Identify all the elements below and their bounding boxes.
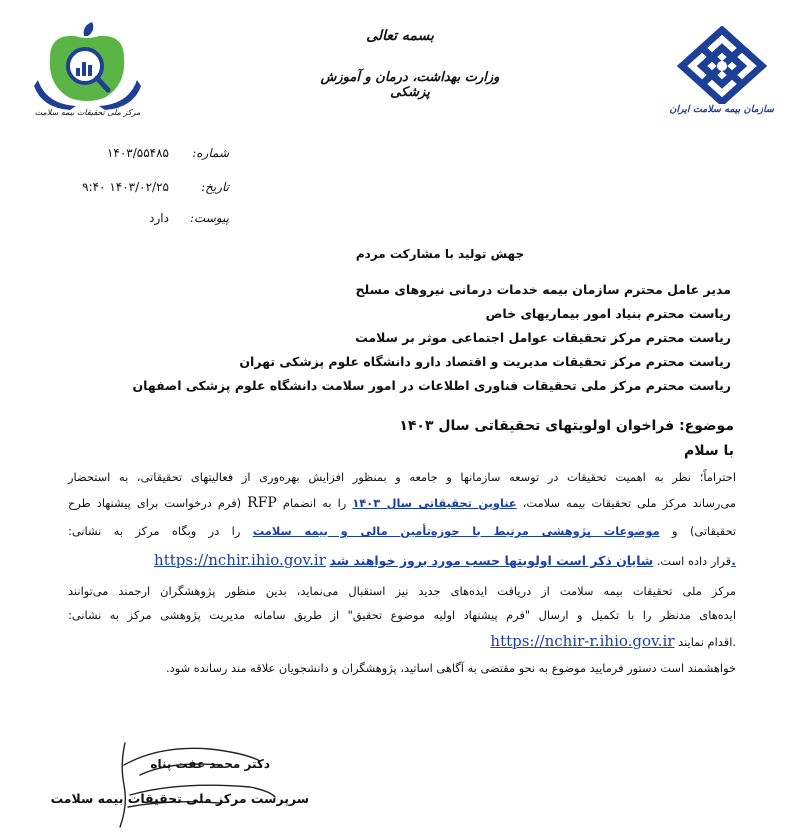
left-logo-caption: مرکز ملی تحقیقات بیمه سلامت [34, 108, 141, 117]
body-text: را در وبگاه مرکز به نشانی: [68, 524, 241, 538]
priorities-update-note: شایان ذکر است اولویتها حسب مورد بروز خواهند شد. [329, 553, 736, 568]
right-logo-caption: سازمان بیمه سلامت ایران [669, 104, 774, 115]
health-insurance-logo [669, 26, 774, 122]
nchir-website-link[interactable]: https://nchir.ihio.gov.ir [154, 551, 326, 569]
recipient-line: ریاست محترم مرکز ملی تحقیقات فناوری اطلاعات در امور سلامت دانشگاه علوم پزشکی اصفهان [132, 378, 731, 393]
letter-number-value: ۱۴۰۳/۵۵۴۸۵ [106, 146, 169, 160]
greeting: با سلام [683, 443, 734, 459]
body-text: می‌رساند مرکز ملی تحقیقات بیمه سلامت، [522, 496, 737, 510]
year-slogan: جهش تولید با مشارکت مردم [355, 247, 525, 261]
body-text: اقدام نمایند. [678, 635, 736, 649]
body-line: مرکز ملی تحقیقات بیمه سلامت از دریافت ایده‌های جدید نیز استقبال می‌نماید، بدین منظور پژوهشگران ارجمند می‌توانند [68, 584, 736, 598]
letter-date-value: ۱۴۰۳/۰۲/۲۵ ۹:۴۰ [82, 180, 169, 194]
letter-date-label: تاریخ: [201, 180, 229, 194]
recipient-line: ریاست محترم مرکز تحقیقات عوامل اجتماعی موثر بر سلامت [355, 330, 731, 345]
lattice-emblem-icon [676, 26, 768, 104]
signatory-title: سرپرست مرکز ملی تحقیقات بیمه سلامت [50, 791, 309, 806]
attachment-value: دارد [149, 211, 169, 225]
recipient-line: ریاست محترم بنیاد امور بیماریهای خاص [485, 306, 731, 321]
body-text: را به انضمام [282, 496, 347, 510]
invocation-heading: بسمه تعالی [366, 28, 434, 44]
letter-date-row [29, 180, 229, 198]
signature-scribble-icon [70, 735, 340, 835]
body-line: ایده‌های مدنظر را با تکمیل و ارسال "فرم پیشنهاد اولیه موضوع تحقیق" از طریق سامانه مدیریت پژوهشی مرکز به نشانی: [68, 608, 736, 622]
body-line [68, 551, 736, 569]
attachment-label: پیوست: [189, 211, 229, 225]
body-text: (فرم درخواست برای پیشنهاد طرح [68, 496, 242, 510]
research-titles-link[interactable]: عناوین تحقیقاتی سال ۱۴۰۳ [352, 496, 517, 510]
body-text: قرار داده است. [656, 554, 732, 568]
recipient-line: مدیر عامل محترم سازمان بیمه خدمات درمانی نیروهای مسلح [355, 282, 731, 297]
signatory-name: دکتر محمد عفت پناه [150, 757, 270, 771]
research-portal-link[interactable]: https://nchir-r.ihio.gov.ir [490, 632, 675, 650]
letter-subject: موضوع: فراخوان اولویتهای تحقیقاتی سال ۱۴۰۳ [399, 418, 734, 434]
insurance-topics-link[interactable]: موضوعات پژوهشی مرتبط با حوزه‌تأمین مالی و بیمه سلامت [252, 524, 660, 538]
letter-number-label: شماره: [192, 146, 229, 160]
ministry-heading: وزارت بهداشت، درمان و آموزش پزشکی [320, 70, 500, 100]
attachment-row [29, 211, 229, 229]
body-text: تحقیقاتی) و [672, 524, 737, 538]
handwritten-signature [70, 735, 340, 835]
body-line [68, 495, 736, 511]
body-line: خواهشمند است دستور فرمایید موضوع به نحو مقتضی به آگاهی اساتید، پژوهشگران و دانشجویان علاقه مند رسانده شود. [166, 661, 736, 675]
research-center-logo [30, 20, 145, 124]
rfp-text: RFP [247, 495, 277, 511]
body-line: احتراماً؛ نظر به اهمیت تحقیقات در توسعه سازمانها و جامعه و بمنظور افزایش بهره‌وری از فعالیتهای تحقیقاتی، به استحضار [68, 470, 736, 484]
body-line [68, 524, 736, 538]
body-line [68, 632, 736, 650]
recipient-line: ریاست محترم مرکز تحقیقات مدیریت و اقتصاد دارو دانشگاه علوم پزشکی تهران [239, 354, 731, 369]
letter-number-row [29, 146, 229, 164]
